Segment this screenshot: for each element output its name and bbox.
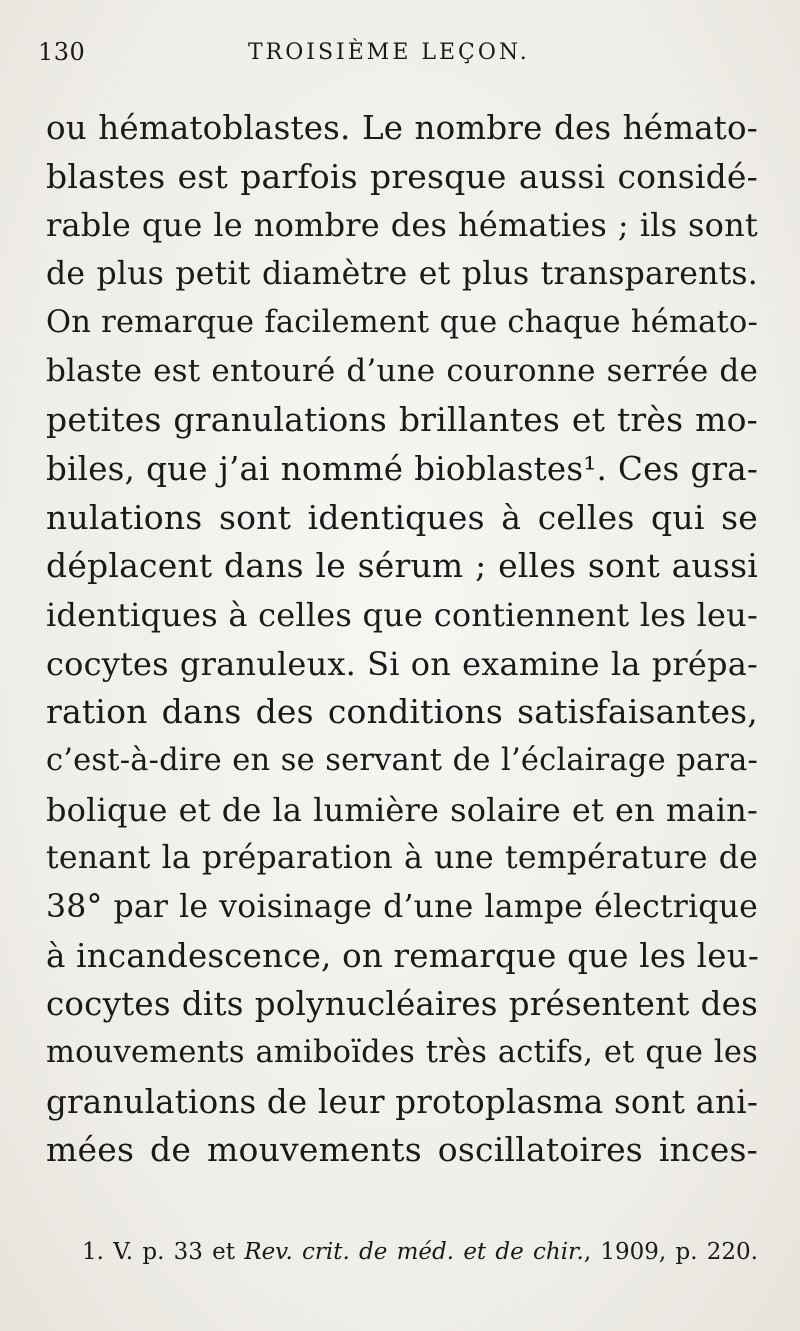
text-line: biles, que j’ai nommé bioblastes¹. Ces gra-	[46, 449, 758, 488]
text-line: de plus petit diamètre et plus transparents.	[46, 256, 758, 293]
text-line: ration dans des conditions satisfaisantes,	[46, 692, 758, 732]
text-line: c’est-à-dire en se servant de l’éclairage para-	[46, 742, 758, 778]
text-line: blaste est entouré d’une couronne serrée de	[46, 353, 758, 390]
text-line: à incandescence, on remarque que les leu-	[46, 936, 760, 975]
running-title: TROISIÈME LEÇON.	[248, 40, 530, 65]
text-line: tenant la préparation à une température de	[46, 840, 758, 877]
footnote-suffix: , 1909, p. 220.	[583, 1239, 758, 1265]
footnote-journal: Rev. crit. de méd. et de chir.	[244, 1239, 584, 1265]
text-line: blastes est parfois presque aussi considé-	[46, 156, 758, 196]
footnote-prefix: 1. V. p. 33 et	[82, 1239, 235, 1265]
text-line: bolique et de la lumière solaire et en main-	[46, 790, 758, 829]
text-line: cocytes dits polynucléaires présentent des	[46, 985, 758, 1024]
text-line: mées de mouvements oscillatoires inces-	[46, 1130, 758, 1170]
text-line: identiques à celles que contiennent les leu-	[46, 595, 758, 634]
text-line: granulations de leur protoplasma sont ani-	[46, 1082, 759, 1121]
text-line: ou hématoblastes. Le nombre des hémato-	[46, 109, 758, 147]
page-header	[38, 38, 740, 78]
page-number: 130	[38, 38, 86, 66]
footnote	[82, 1236, 758, 1268]
text-line: nulations sont identiques à celles qui se	[46, 497, 758, 537]
body-text	[46, 104, 758, 1175]
text-line: 38° par le voisinage d’une lampe électrique	[46, 889, 758, 925]
text-line: cocytes granuleux. Si on examine la prépa-	[46, 644, 758, 683]
text-line: déplacent dans le sérum ; elles sont aussi	[46, 546, 758, 586]
text-line: rable que le nombre des hématies ; ils sont	[46, 206, 758, 245]
text-line: On remarque facilement que chaque hémato-	[46, 304, 758, 340]
text-line: petites granulations brillantes et très mo-	[46, 400, 758, 440]
text-line: mouvements amiboïdes très actifs, et que les	[46, 1035, 758, 1071]
